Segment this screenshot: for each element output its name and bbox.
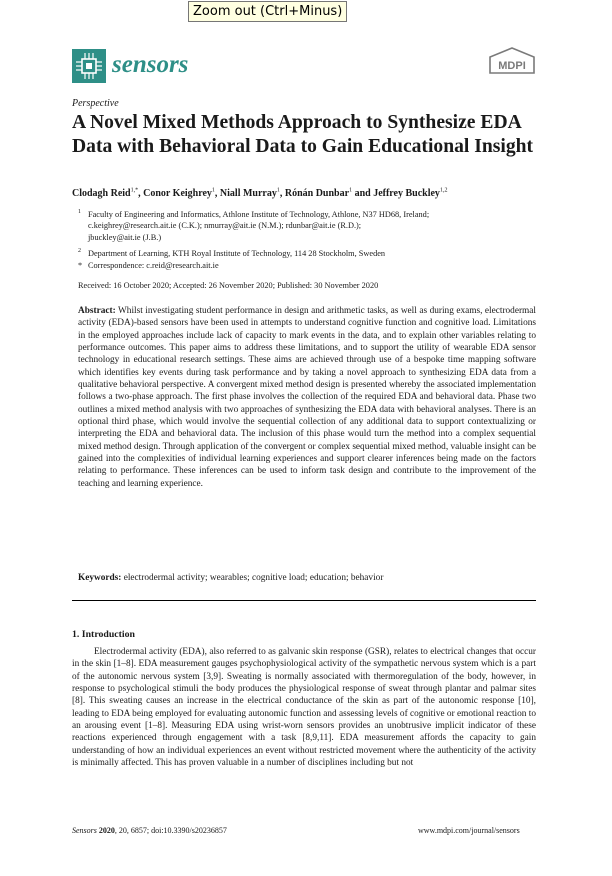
footer-year: 2020 <box>98 826 115 835</box>
correspondence-mark: * <box>78 261 83 270</box>
abstract-text: Whilst investigating student performance in design and arithmetic tasks, as well as during exams, electrodermal activity (EDA)-based sensors have been used in attempts to understand cognitive function and cognitive load. Limitations in the employed approaches include lack of capacity to mark events in the data, and to explain other variables relating to performance outcomes. This paper aims to address these limitations, and to support the utility of wearable EDA sensor technology in educational research settings. These aims are achieved through use of a bespoke time mapping software which identifies key events during task performance and by taking a novel approach to synthesizing EDA data from a qualitative behavioral perspective. A convergent mixed method design is presented whereby the associated implementation follows a two-phase approach. The first phase involves the collection of the required EDA and behavioral data. Phase two outlines a mixed method analysis with two approaches of synthesizing the EDA data with behavioral analyses. There is an optional third phase, which would involve the sequential collection of any additional data to support contextualizing or interpreting the EDA and behavioral data. The inclusion of this phase would turn the method into a complex sequential mixed method design. Through application of the convergent or complex sequential mixed method, valuable insight can be gained into the complexities of individual learning experiences and support clearer inferences being made on the factors relating to performance. These inferences can be used to inform task design and contribute to the improvement of the teaching and learning experience. <box>78 306 536 489</box>
author-name: Clodagh Reid <box>72 188 131 199</box>
author-list <box>72 187 447 201</box>
abstract <box>78 305 536 490</box>
author-affiliation-mark: 1 <box>276 187 280 194</box>
footer-journal-link[interactable]: www.mdpi.com/journal/sensors <box>418 826 520 835</box>
author-name: Jeffrey Buckley <box>373 188 440 199</box>
introduction-paragraph: Electrodermal activity (EDA), also referred to as galvanic skin response (GSR), relates to electrical changes that occur in the skin [1–8]. EDA measurement gauges psychophysiological activity of the sympathetic nervous system which is a part of the autonomic nervous system [3,9]. Sweating is normally associated with thermoregulation of the body, however, in response to psychological stimuli the body produces the physiological response of sweat through plantar and palmar sites [8]. This sweating causes an increase in the electrical conductance of the skin as part of the autonomic response [10], leading to EDA being employed for evaluating autonomic function and assessing levels of cognitive or emotional reaction to an arousing event [1–8]. Measuring EDA using wrist-worn sensors provides an unobtrusive implicit indicator of these reactions experienced through engagement with a task [8,9,11]. EDA measurement affords the capacity to gain understanding of how an individual experiences an event without restricted movement where the authenticity of the activity is minimally affected. This has proven valuable in a number of disciplines including but not <box>72 647 536 769</box>
affiliation-line: c.keighrey@research.ait.ie (C.K.); nmurray@ait.ie (N.M.); rdunbar@ait.ie (R.D.); <box>88 221 362 231</box>
affiliation-2 <box>78 248 548 259</box>
article-type: Perspective <box>72 98 119 109</box>
author-affiliation-mark: 1 <box>211 187 215 194</box>
author-affiliation-mark: 1,* <box>130 187 139 194</box>
section-divider <box>72 600 536 601</box>
author-name: Niall Murray <box>219 188 277 199</box>
footer-journal: Sensors <box>72 826 97 835</box>
keywords <box>78 572 536 584</box>
affiliation-mark: 2 <box>78 248 81 255</box>
affiliation-mark: 1 <box>78 209 81 216</box>
affiliation-line: jbuckley@ait.ie (J.B.) <box>88 232 162 242</box>
author-affiliation-mark: 1 <box>349 187 353 194</box>
zoom-out-tooltip: Zoom out (Ctrl+Minus) <box>188 1 347 22</box>
affiliation-1 <box>78 209 548 243</box>
author-separator: , <box>214 188 220 199</box>
correspondence-line: Correspondence: c.reid@research.ait.ie <box>88 261 219 270</box>
keywords-label: Keywords: <box>78 573 122 583</box>
author-separator: , <box>138 188 144 199</box>
author-name: Conor Keighrey <box>143 188 212 199</box>
author-separator: , <box>279 188 285 199</box>
affiliation-line: Faculty of Engineering and Informatics, Athlone Institute of Technology, Athlone, N37 HD68, Ireland; <box>88 210 430 219</box>
mdpi-logo-icon <box>488 47 536 82</box>
affiliation-line: Department of Learning, KTH Royal Institute of Technology, 114 28 Stockholm, Sweden <box>88 249 386 258</box>
section-heading: 1. Introduction <box>72 629 135 640</box>
correspondence <box>78 260 548 271</box>
author-separator: and <box>352 188 374 199</box>
publisher-name: MDPI <box>498 60 526 72</box>
journal-logo-icon <box>72 49 106 83</box>
author-name: Rónán Dunbar <box>284 188 350 199</box>
author-affiliation-mark: 1,2 <box>439 187 448 194</box>
keywords-text: electrodermal activity; wearables; cognitive load; education; behavior <box>123 573 384 583</box>
paper-title: A Novel Mixed Methods Approach to Synthesize EDA Data with Behavioral Data to Gain Educational Insight <box>72 112 534 157</box>
footer-volume-info: , 20, 6857; doi:10.3390/s20236857 <box>114 826 227 835</box>
journal-name: sensors <box>112 51 189 78</box>
publication-dates: Received: 16 October 2020; Accepted: 26 November 2020; Published: 30 November 2020 <box>78 281 379 290</box>
abstract-label: Abstract: <box>78 306 116 316</box>
footer-citation <box>72 826 227 836</box>
